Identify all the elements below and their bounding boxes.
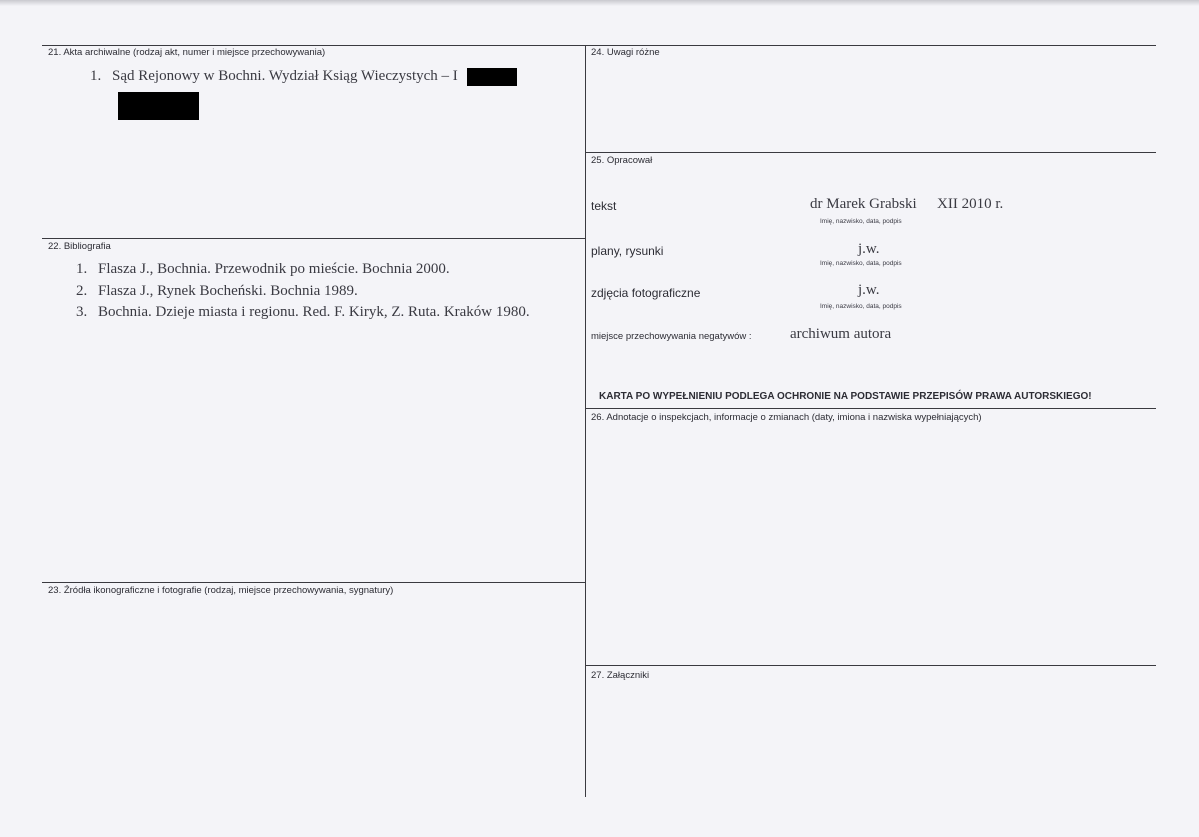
divider-24-25 [585, 152, 1156, 153]
zdjecia-hint: Imię, nazwisko, data, podpis [820, 303, 902, 310]
plany-hint: Imię, nazwisko, data, podpis [820, 260, 902, 267]
divider-top [42, 45, 1156, 46]
negatywy-label: miejsce przechowywania negatywów : [591, 331, 752, 342]
tekst-author: dr Marek Grabski [810, 196, 917, 212]
plany-label: plany, rysunki [591, 244, 664, 258]
entry-text: Sąd Rejonowy w Bochni. Wydział Ksiąg Wieczystych – I [112, 68, 458, 84]
redaction-bar [118, 92, 199, 120]
entry-number: 1. [90, 68, 102, 84]
entry-text: Bochnia. Dzieje miasta i regionu. Red. F. Kiryk, Z. Ruta. Kraków 1980. [98, 304, 530, 320]
entry-number: 3. [76, 304, 88, 320]
tekst-hint: Imię, nazwisko, data, podpis [820, 218, 902, 225]
plany-value: j.w. [858, 241, 880, 257]
section-24-label: 24. Uwagi różne [591, 47, 660, 58]
entry-text: Flasza J., Rynek Bocheński. Bochnia 1989. [98, 283, 358, 299]
section-23-label: 23. Źródła ikonograficzne i fotografie (rodzaj, miejsce przechowywania, sygnatury) [48, 585, 394, 596]
tekst-label: tekst [591, 199, 617, 213]
entry-text: Flasza J., Bochnia. Przewodnik po mieście. Bochnia 2000. [98, 261, 450, 277]
negatywy-value: archiwum autora [790, 326, 892, 342]
zdjecia-label: zdjęcia fotograficzne [591, 286, 701, 300]
entry-number: 2. [76, 283, 88, 299]
archive-entry-1 [90, 68, 458, 85]
tekst-date: XII 2010 r. [937, 196, 1004, 212]
section-26-label: 26. Adnotacje o inspekcjach, informacje o zmianach (daty, imiona i nazwiska wypełniających) [591, 412, 982, 423]
entry-number: 1. [76, 261, 88, 277]
bibliography-entry-1 [76, 261, 450, 278]
zdjecia-value: j.w. [858, 282, 880, 298]
section-21-label: 21. Akta archiwalne (rodzaj akt, numer i miejsce przechowywania) [48, 47, 326, 58]
section-25-label: 25. Opracował [591, 155, 653, 166]
divider-25-26 [585, 408, 1156, 409]
scan-edge [0, 0, 1199, 6]
bibliography-entry-3 [76, 304, 530, 321]
section-27-label: 27. Załączniki [591, 670, 650, 681]
bibliography-entry-2 [76, 283, 358, 300]
section-22-label: 22. Bibliografia [48, 241, 111, 252]
copyright-notice: KARTA PO WYPEŁNIENIU PODLEGA OCHRONIE NA PODSTAWIE PRZEPISÓW PRAWA AUTORSKIEGO! [599, 391, 1092, 402]
divider-center [585, 45, 586, 797]
redaction-bar [467, 68, 517, 86]
divider-26-27 [585, 665, 1156, 666]
divider-21-22 [42, 238, 585, 239]
divider-22-23 [42, 582, 585, 583]
